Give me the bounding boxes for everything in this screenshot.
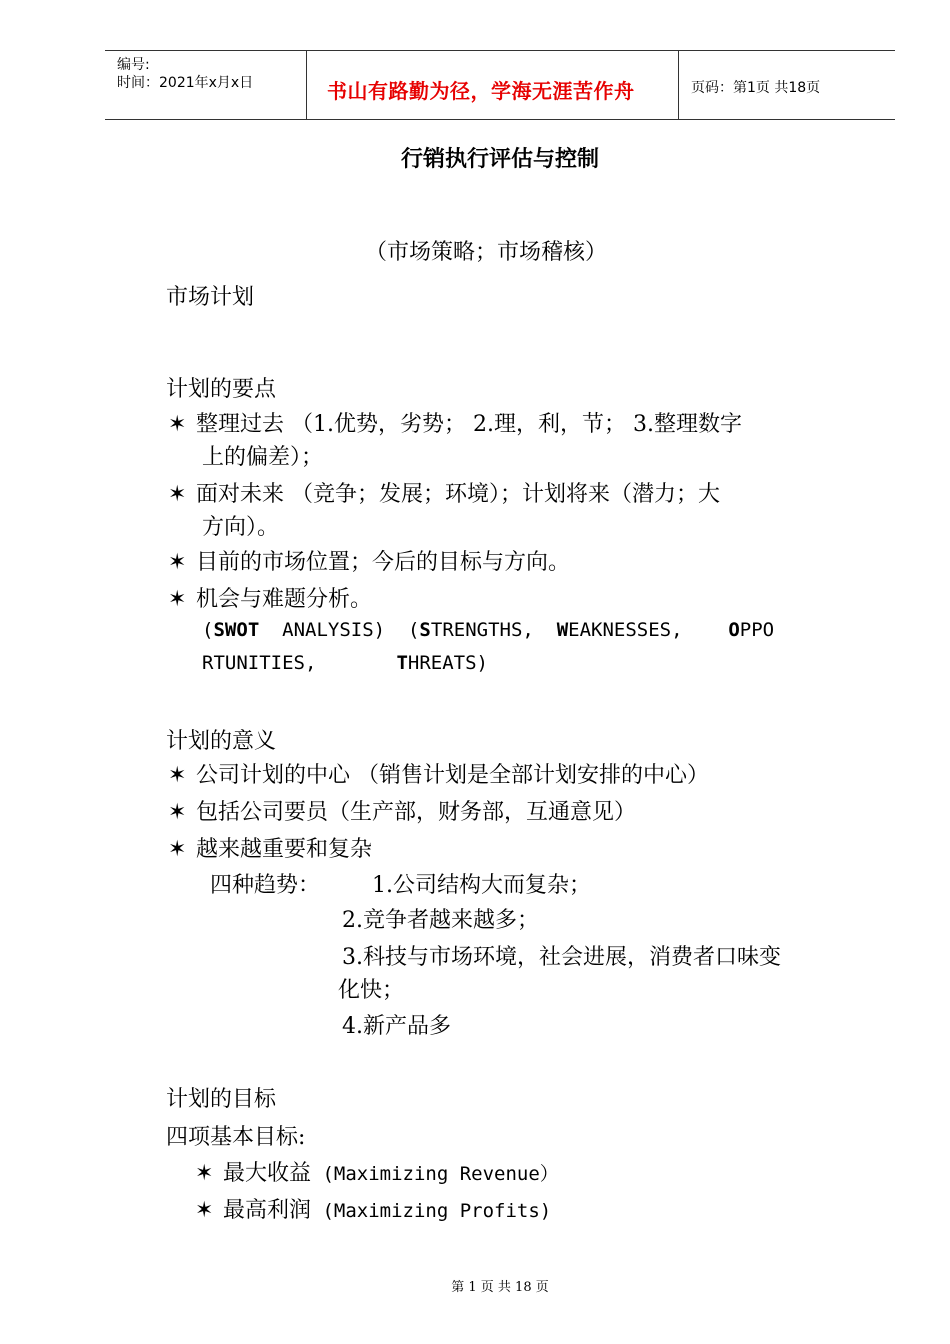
list-item-text: 面对未来 （竞争；发展；环境）；计划将来（潜力；大 (196, 482, 720, 507)
list-item (168, 582, 372, 613)
list-item (168, 795, 636, 826)
trend-item-continuation: 化快； (338, 978, 405, 1003)
star-bullet-icon: ✶ (168, 482, 187, 507)
section-heading-market-plan: 市场计划 (166, 285, 255, 310)
trend-item: 2.竞争者越来越多； (342, 908, 539, 933)
header-motto-cell (307, 51, 679, 119)
list-item-text: 机会与难题分析。 (196, 587, 373, 612)
list-item-text: 越来越重要和复杂 (196, 837, 373, 862)
page-footer: 第 1 页 共 18 页 (451, 1280, 549, 1295)
list-item-continuation: 方向）。 (202, 515, 280, 540)
star-bullet-icon: ✶ (168, 763, 187, 788)
list-item-text: 包括公司要员（生产部，财务部，互通意见） (196, 800, 637, 825)
list-item-continuation: 上的偏差）； (202, 445, 324, 470)
trend-item: 1.公司结构大而复杂； (372, 873, 591, 898)
list-item-text: 公司计划的中心 （销售计划是全部计划安排的中心） (196, 763, 709, 788)
goals-intro: 四项基本目标: (166, 1125, 306, 1150)
trend-item: 4.新产品多 (342, 1014, 451, 1039)
document-title: 行销执行评估与控制 (400, 147, 599, 172)
list-item (168, 477, 720, 508)
list-item (168, 407, 742, 438)
list-item (195, 1156, 559, 1187)
document-date: 时间：2021年x月x日 (117, 75, 254, 91)
goal-english: (Maximizing Revenue） (311, 1163, 559, 1185)
header-motto: 书山有路勤为径，学海无涯苦作舟 (327, 79, 635, 103)
document-number-label: 编号: (117, 57, 150, 73)
goal-english: (Maximizing Profits) (311, 1200, 552, 1222)
star-bullet-icon: ✶ (168, 412, 187, 437)
star-bullet-icon: ✶ (168, 587, 187, 612)
list-item (195, 1193, 551, 1224)
goal-text: 最大收益 (223, 1161, 312, 1186)
list-item (168, 832, 372, 863)
star-bullet-icon: ✶ (195, 1161, 214, 1186)
list-item-text: 整理过去 （1.优势，劣势； 2.理，利，节； 3.整理数字 (196, 412, 742, 437)
header-page-cell (679, 51, 895, 119)
list-item-text: 目前的市场位置；今后的目标与方向。 (196, 550, 571, 575)
section-heading-goals: 计划的目标 (166, 1087, 277, 1112)
list-item (168, 545, 570, 576)
goal-text: 最高利润 (223, 1198, 312, 1223)
trend-item: 3.科技与市场环境，社会进展，消费者口味变 (342, 945, 781, 970)
swot-line-2: RTUNITIES, THREATS) (202, 652, 488, 674)
section-heading-key-points: 计划的要点 (166, 377, 277, 402)
document-subtitle: （市场策略；市场稽核） (365, 240, 608, 265)
swot-line-1: (SWOT ANALYSIS) (STRENGTHS, WEAKNESSES, OPPO (202, 619, 775, 641)
star-bullet-icon: ✶ (168, 837, 187, 862)
list-item (168, 758, 709, 789)
header-page-info: 页码：第1页 共18页 (691, 80, 821, 96)
star-bullet-icon: ✶ (195, 1198, 214, 1223)
star-bullet-icon: ✶ (168, 800, 187, 825)
star-bullet-icon: ✶ (168, 550, 187, 575)
header-meta (105, 51, 307, 119)
section-heading-meaning: 计划的意义 (166, 729, 277, 754)
page-header (105, 50, 895, 120)
trends-label: 四种趋势： (210, 873, 321, 898)
